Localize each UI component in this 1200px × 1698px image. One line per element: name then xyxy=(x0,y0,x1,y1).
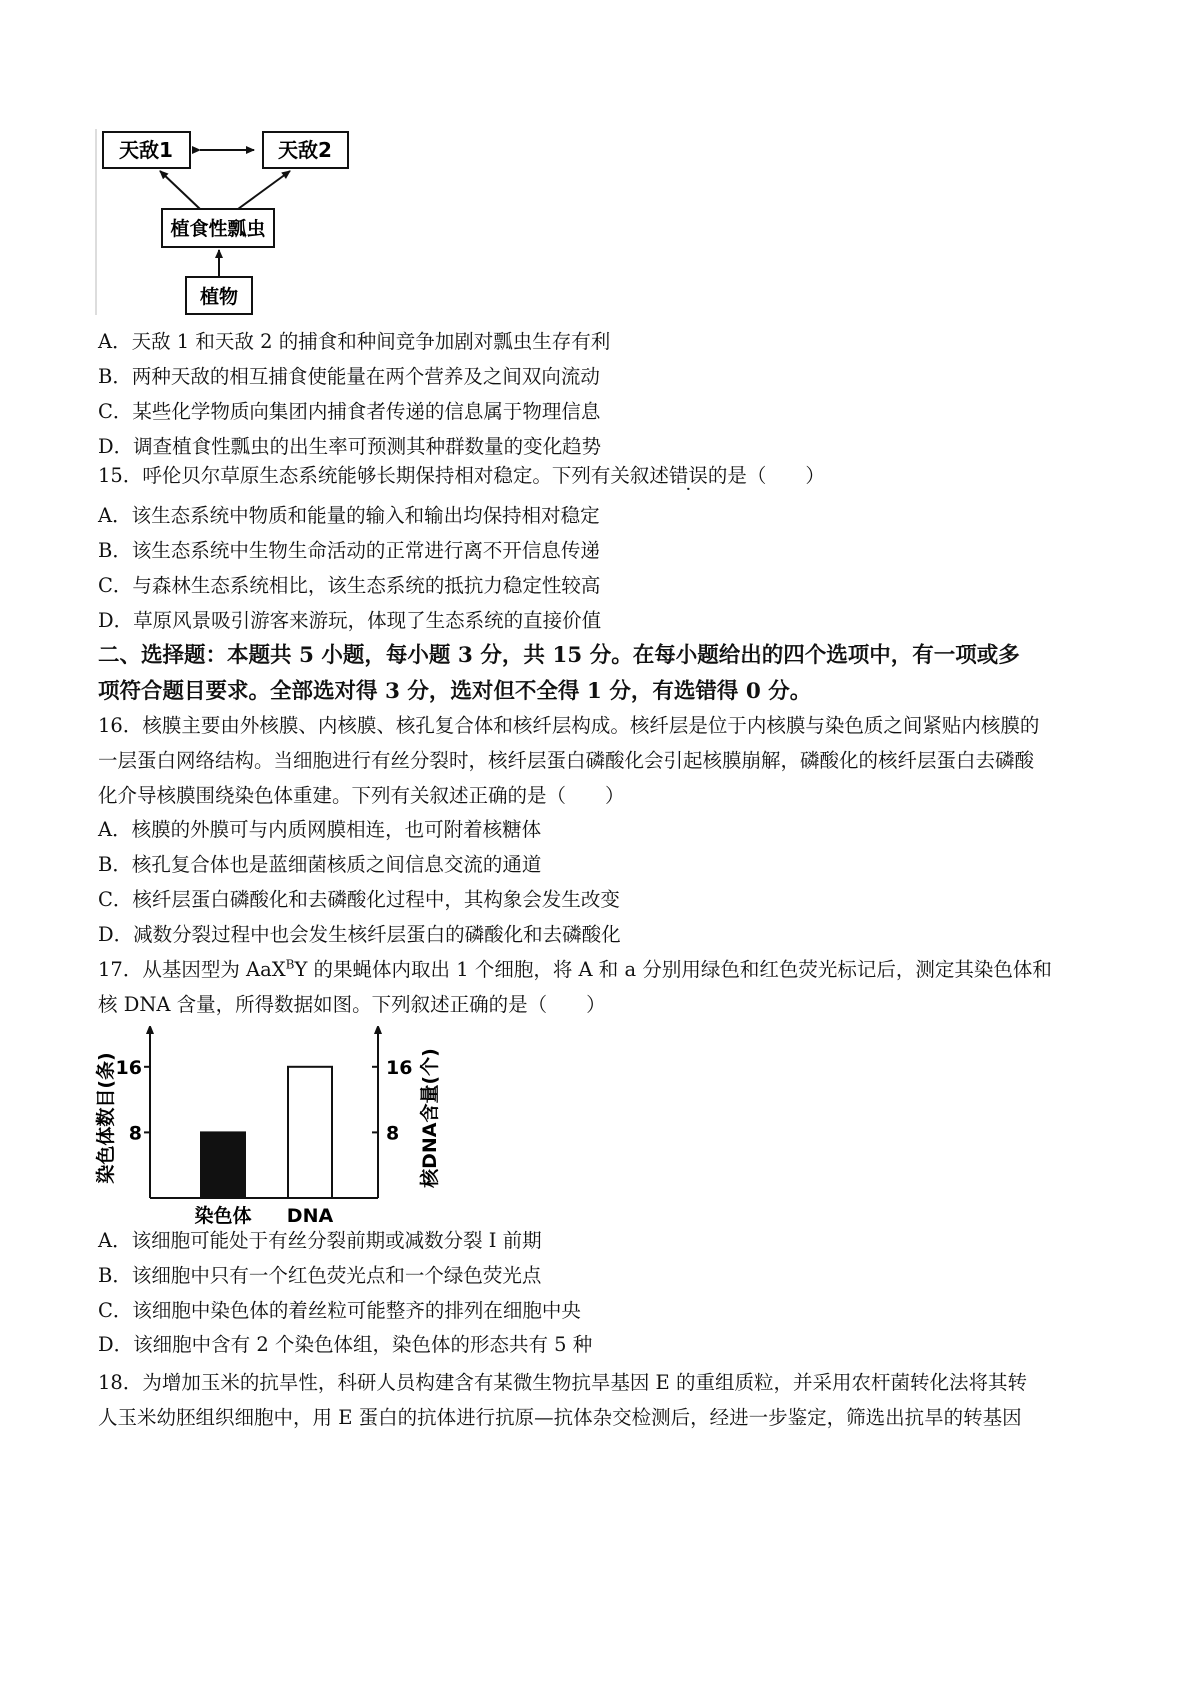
q15-option-c: C．与森林生态系统相比，该生态系统的抵抗力稳定性较高 xyxy=(98,574,601,597)
node-plant: 植物 xyxy=(199,286,239,308)
q15-stem-emphasis: 错误 xyxy=(668,464,708,487)
left-axis-tick-label: 16 xyxy=(115,1056,142,1079)
q17-stem-superscript: B xyxy=(285,957,295,972)
q16-option-d: D．减数分裂过程中也会发生核纤层蛋白的磷酸化和去磷酸化 xyxy=(98,923,621,946)
q14-option-b: B．两种天敌的相互捕食使能量在两个营养及之间双向流动 xyxy=(98,365,600,388)
q15-stem-before: 15．呼伦贝尔草原生态系统能够长期保持相对稳定。下列有关叙述 xyxy=(98,464,669,487)
q18-stem-line1: 18．为增加玉米的抗旱性，科研人员构建含有某微生物抗旱基因 E 的重组质粒，并采用农杆菌转化法将其转 xyxy=(98,1371,1027,1394)
q16-stem-line2: 一层蛋白网络结构。当细胞进行有丝分裂时，核纤层蛋白磷酸化会引起核膜崩解，磷酸化的核纤层蛋白去磷酸 xyxy=(98,749,1035,772)
q17-option-c: C．该细胞中染色体的着丝粒可能整齐的排列在细胞中央 xyxy=(98,1299,581,1322)
q17-option-d: D．该细胞中含有 2 个染色体组，染色体的形态共有 5 种 xyxy=(98,1333,593,1356)
section2-heading-line1: 二、选择题：本题共 5 小题，每小题 3 分，共 15 分。在每小题给出的四个选项中，有一项或多 xyxy=(98,643,1020,668)
section2-heading-line2: 项符合题目要求。全部选对得 3 分，选对但不全得 1 分，有选错得 0 分。 xyxy=(98,679,812,704)
right-y-axis-label: 核DNA含量(个) xyxy=(419,1048,441,1188)
q15-option-a: A．该生态系统中物质和能量的输入和输出均保持相对稳定 xyxy=(98,504,600,527)
q17-option-a: A．该细胞可能处于有丝分裂前期或减数分裂 I 前期 xyxy=(98,1229,542,1252)
arrow-beetle-to-enemy1 xyxy=(160,171,200,209)
q18-stem-line2: 人玉米幼胚组织细胞中，用 E 蛋白的抗体进行抗原—抗体杂交检测后，经进一步鉴定，筛选出抗旱的转基因 xyxy=(98,1406,1022,1429)
category-label: DNA xyxy=(286,1205,334,1226)
q16-option-a: A．核膜的外膜可与内质网膜相连，也可附着核糖体 xyxy=(98,818,542,841)
bar-dna xyxy=(288,1067,332,1198)
node-enemy2: 天敌2 xyxy=(278,138,332,162)
q17-stem-before: 17．从基因型为 AaX xyxy=(98,958,286,981)
q16-stem-line1: 16．核膜主要由外核膜、内核膜、核孔复合体和核纤层构成。核纤层是位于内核膜与染色质之间紧贴内核膜的 xyxy=(98,714,1040,737)
q14-option-c: C．某些化学物质向集团内捕食者传递的信息属于物理信息 xyxy=(98,400,601,423)
q17-stem-line1 xyxy=(98,956,1052,984)
left-y-axis-label: 染色体数目(条) xyxy=(95,1052,117,1184)
bar-chromosome xyxy=(201,1132,245,1198)
q16-stem-line3: 化介导核膜围绕染色体重建。下列有关叙述正确的是（ ） xyxy=(98,784,625,807)
category-label: 染色体 xyxy=(194,1205,252,1226)
q14-option-a: A．天敌 1 和天敌 2 的捕食和种间竞争加剧对瓢虫生存有利 xyxy=(98,330,611,353)
right-axis-tick-label: 16 xyxy=(386,1056,413,1079)
node-beetle: 植食性瓢虫 xyxy=(170,218,266,240)
q15-stem-after: 的是（ ） xyxy=(707,464,825,487)
q16-option-c: C．核纤层蛋白磷酸化和去磷酸化过程中，其构象会发生改变 xyxy=(98,888,620,911)
q15-option-d: D．草原风景吸引游客来游玩，体现了生态系统的直接价值 xyxy=(98,609,602,632)
q17-stem-after: Y 的果蝇体内取出 1 个细胞，将 A 和 a 分别用绿色和红色荧光标记后，测定其染色体和 xyxy=(294,958,1052,981)
food-web-diagram xyxy=(90,125,390,325)
right-axis-tick-label: 8 xyxy=(386,1122,400,1145)
left-axis-tick-label: 8 xyxy=(128,1122,142,1145)
chromosome-dna-bar-chart xyxy=(88,1026,468,1226)
q14-option-d: D．调查植食性瓢虫的出生率可预测其种群数量的变化趋势 xyxy=(98,435,602,458)
arrow-beetle-to-enemy2 xyxy=(238,171,290,209)
q15-stem xyxy=(98,462,825,490)
q16-option-b: B．核孔复合体也是蓝细菌核质之间信息交流的通道 xyxy=(98,853,542,876)
node-enemy1: 天敌1 xyxy=(119,138,173,162)
q15-option-b: B．该生态系统中生物生命活动的正常进行离不开信息传递 xyxy=(98,539,600,562)
q17-option-b: B．该细胞中只有一个红色荧光点和一个绿色荧光点 xyxy=(98,1264,542,1287)
q17-stem-line2: 核 DNA 含量，所得数据如图。下列叙述正确的是（ ） xyxy=(98,993,606,1016)
